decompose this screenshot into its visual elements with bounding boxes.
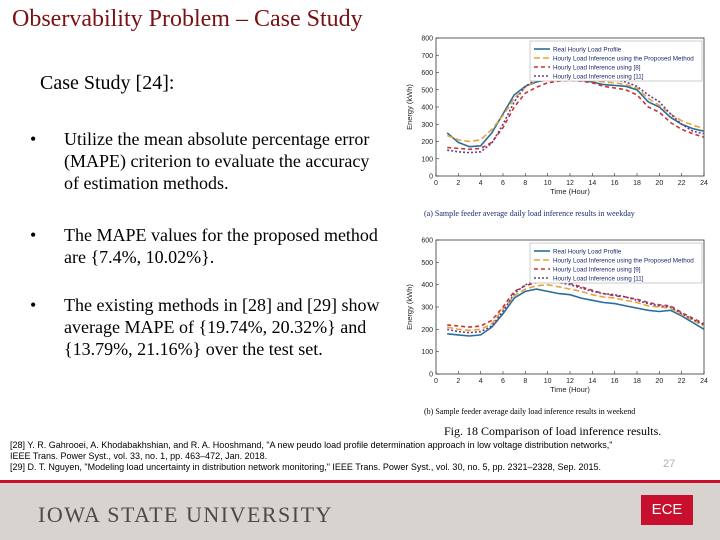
legend-label: Hourly Load Inference using the Proposed Method (553, 55, 694, 63)
legend-label: Hourly Load Inference using the Proposed Method (553, 257, 694, 265)
y-tick-label: 100 (421, 156, 433, 164)
x-tick-label: 10 (543, 378, 552, 385)
bullet-text: Utilize the mean absolute percentage error (MAPE) criterion to evaluate the accuracy of estimation methods. (64, 129, 370, 193)
legend-label: Hourly Load Inference using [9] (553, 266, 641, 274)
page-number: 27 (663, 458, 676, 470)
figure-caption: Fig. 18 Comparison of load inference results. (444, 424, 662, 438)
department-badge: ECE (641, 495, 693, 525)
x-tick-label: 4 (478, 378, 483, 385)
x-tick-label: 16 (610, 378, 619, 385)
x-tick-label: 6 (501, 180, 505, 187)
y-tick-label: 700 (421, 52, 433, 60)
x-tick-label: 24 (700, 378, 708, 385)
x-tick-label: 8 (523, 378, 528, 385)
x-tick-label: 14 (588, 180, 597, 187)
x-tick-label: 22 (677, 378, 686, 385)
bullet-text: The existing methods in [28] and [29] show average MAPE of {19.74%, 20.32%} and {13.79%, 21.16%} over the test set. (64, 295, 380, 359)
y-tick-label: 100 (421, 349, 433, 357)
x-tick-label: 12 (566, 180, 574, 187)
y-axis-label: Energy (kWh) (405, 284, 414, 330)
x-tick-label: 18 (633, 180, 641, 187)
slide-title: Observability Problem – Case Study (12, 6, 363, 32)
y-tick-label: 200 (421, 139, 433, 146)
references (10, 440, 700, 473)
x-tick-label: 14 (588, 378, 597, 385)
subplot-caption: (b) Sample feeder average daily load inference results in weekend (424, 407, 636, 416)
weekend-chart-svg (400, 232, 712, 418)
x-tick-label: 0 (434, 378, 438, 385)
reference-line: IEEE Trans. Power Syst., vol. 33, no. 1, pp. 463–472, Jan. 2018. (10, 451, 268, 461)
x-tick-label: 24 (700, 180, 708, 187)
footer-accent-line (0, 480, 720, 483)
university-logo: IOWA STATE UNIVERSITY (38, 502, 333, 527)
legend-label: Real Hourly Load Profile (553, 46, 622, 54)
x-tick-label: 2 (456, 180, 461, 187)
y-tick-label: 500 (421, 259, 433, 267)
bullet-marker: • (30, 225, 37, 245)
weekend-load-chart (400, 232, 712, 418)
bullet-text: The MAPE values for the proposed method are {7.4%, 10.02%}. (64, 225, 378, 267)
x-tick-label: 12 (566, 378, 574, 385)
x-tick-label: 10 (543, 180, 552, 187)
bullet-item (30, 224, 385, 268)
reference-line: [29] D. T. Nguyen, "Modeling load uncertainty in distribution network monitoring," IEEE Trans. Power Syst., vol. 30, no. 5, pp. 2321–2328, Sep. 2015. (10, 462, 602, 472)
y-tick-label: 400 (421, 104, 433, 112)
x-tick-label: 20 (655, 180, 664, 187)
case-study-label: Case Study [24]: (40, 72, 175, 94)
y-tick-label: 500 (421, 87, 433, 95)
weekday-load-chart (400, 30, 712, 220)
x-tick-label: 16 (610, 180, 619, 187)
y-tick-label: 0 (429, 371, 433, 379)
bullet-marker: • (30, 295, 37, 315)
x-tick-label: 4 (478, 180, 483, 187)
bullet-item (30, 128, 385, 194)
y-tick-label: 200 (421, 326, 433, 334)
x-axis-label: Time (Hour) (550, 385, 590, 394)
y-tick-label: 300 (421, 121, 433, 129)
bullet-marker: • (30, 129, 37, 149)
x-axis-label: Time (Hour) (550, 187, 590, 196)
bullet-item (30, 294, 385, 360)
weekday-chart-svg (400, 30, 712, 220)
y-tick-label: 0 (429, 173, 433, 181)
y-tick-label: 600 (421, 70, 433, 77)
legend-label: Real Hourly Load Profile (553, 248, 622, 256)
x-tick-label: 0 (434, 180, 438, 187)
y-tick-label: 800 (421, 35, 433, 43)
x-tick-label: 18 (633, 378, 641, 385)
x-tick-label: 22 (677, 180, 686, 187)
x-tick-label: 6 (501, 378, 505, 385)
x-tick-label: 8 (523, 180, 528, 187)
y-tick-label: 400 (421, 282, 433, 290)
y-axis-label: Energy (kWh) (405, 84, 414, 130)
footer-bar (0, 480, 720, 540)
y-tick-label: 300 (421, 304, 433, 312)
legend-label: Hourly Load Inference using [8] (553, 64, 641, 72)
y-tick-label: 600 (421, 237, 433, 245)
subplot-caption: (a) Sample feeder average daily load inference results in weekday (424, 209, 635, 218)
legend-label: Hourly Load Inference using [11] (553, 275, 644, 283)
reference-line: [28] Y. R. Gahrooei, A. Khodabakhshian, and R. A. Hooshmand, "A new peudo load profile determination approach in low voltage distribution networks," (10, 440, 613, 450)
x-tick-label: 20 (655, 378, 664, 385)
x-tick-label: 2 (456, 378, 461, 385)
legend-label: Hourly Load Inference using [11] (553, 73, 644, 81)
